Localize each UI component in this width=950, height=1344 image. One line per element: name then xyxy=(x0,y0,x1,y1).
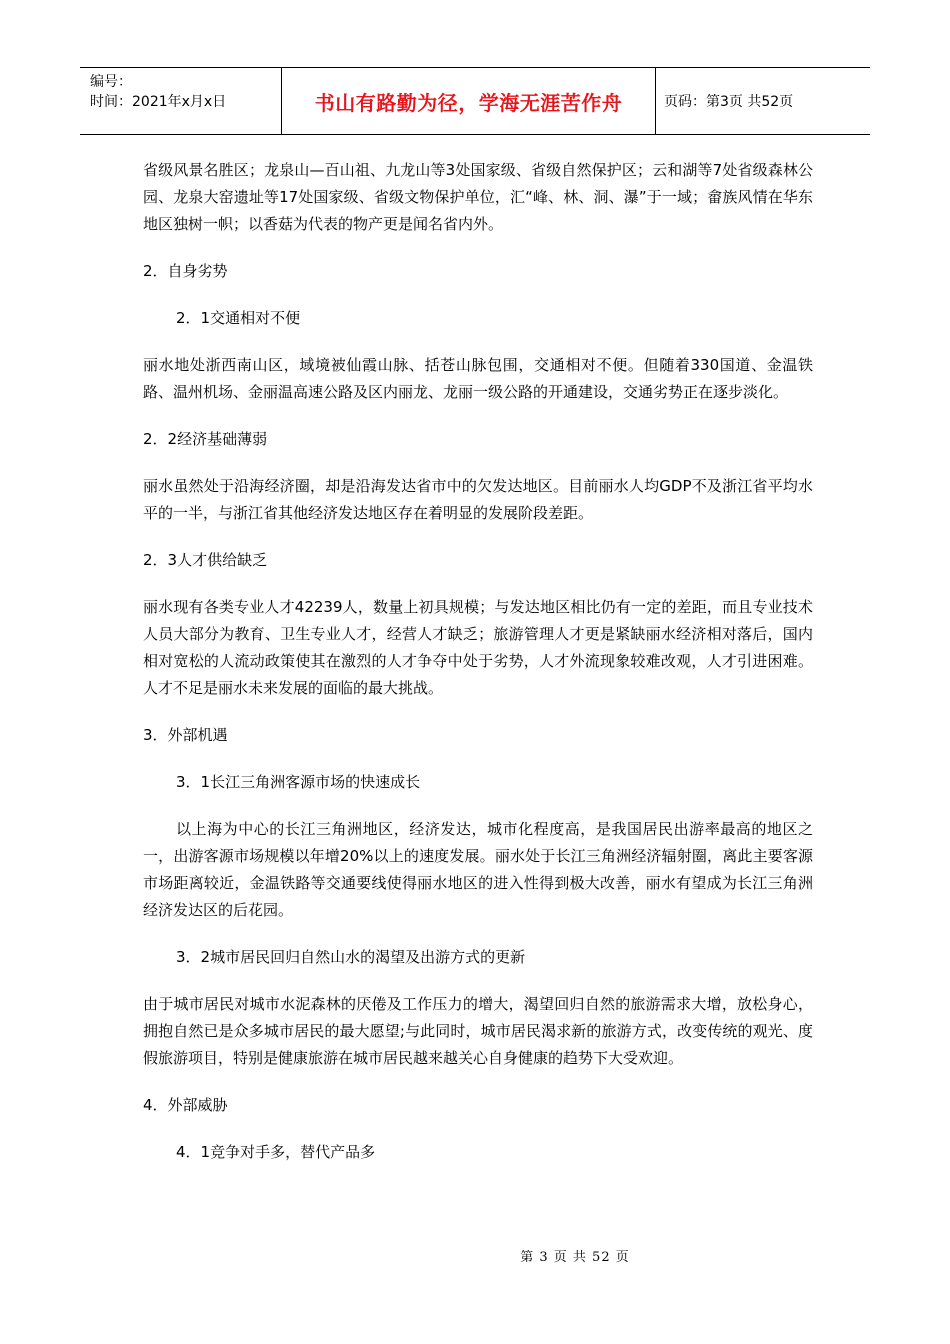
document-body xyxy=(143,157,813,1186)
section-heading: 4．外部威胁 xyxy=(143,1096,228,1114)
paragraph: 以上海为中心的长江三角洲地区，经济发达，城市化程度高，是我国居民出游率最高的地区之一，出游客源市场规模以年增20%以上的速度发展。丽水处于长江三角洲经济辐射圈，离此主要客源市场距离较近，金温铁路等交通要线使得丽水地区的进入性得到极大改善，丽水有望成为长江三角洲经济发达区的后花园。 xyxy=(143,820,813,919)
subsection-heading: 2．2经济基础薄弱 xyxy=(143,430,268,448)
subsection-heading: 3．2城市居民回归自然山水的渴望及出游方式的更新 xyxy=(176,948,526,966)
page-footer: 第 3 页 共 52 页 xyxy=(520,1250,630,1265)
paragraph: 丽水现有各类专业人才42239人，数量上初具规模；与发达地区相比仍有一定的差距，而且专业技术人员大部分为教育、卫生专业人才，经营人才缺乏；旅游管理人才更是紧缺丽水经济相对落后，国内相对宽松的人流动政策使其在激烈的人才争夺中处于劣势，人才外流现象较难改观，人才引进困难。人才不足是丽水未来发展的面临的最大挑战。 xyxy=(143,598,813,697)
paragraph: 丽水地处浙西南山区，域境被仙霞山脉、括苍山脉包围，交通相对不便。但随着330国道、金温铁路、温州机场、金丽温高速公路及区内丽龙、龙丽一级公路的开通建设，交通劣势正在逐步淡化。 xyxy=(143,356,813,401)
header-motto: 书山有路勤为径，学海无涯苦作舟 xyxy=(282,68,656,134)
doc-number-label: 编号： xyxy=(90,74,132,90)
subsection-heading: 2．3人才供给缺乏 xyxy=(143,551,268,569)
section-heading: 3．外部机遇 xyxy=(143,726,228,744)
page-header xyxy=(80,67,870,135)
subsection-heading: 3．1长江三角洲客源市场的快速成长 xyxy=(176,773,421,791)
paragraph: 丽水虽然处于沿海经济圈，却是沿海发达省市中的欠发达地区。目前丽水人均GDP不及浙江省平均水平的一半，与浙江省其他经济发达地区存在着明显的发展阶段差距。 xyxy=(143,477,813,522)
doc-time-label: 时间：2021年x月x日 xyxy=(90,94,227,110)
header-page-info: 页码：第3页 共52页 xyxy=(664,94,794,110)
paragraph: 由于城市居民对城市水泥森林的厌倦及工作压力的增大，渴望回归自然的旅游需求大增，放松身心，拥抱自然已是众多城市居民的最大愿望;与此同时，城市居民渴求新的旅游方式，改变传统的观光、度假旅游项目，特别是健康旅游在城市居民越来越关心自身健康的趋势下大受欢迎。 xyxy=(143,995,813,1067)
paragraph: 省级风景名胜区；龙泉山—百山祖、九龙山等3处国家级、省级自然保护区；云和湖等7处省级森林公园、龙泉大窑遗址等17处国家级、省级文物保护单位，汇“峰、林、洞、瀑”于一域；畲族风情在华东地区独树一帜；以香菇为代表的物产更是闻名省内外。 xyxy=(143,161,813,233)
section-heading: 2．自身劣势 xyxy=(143,262,228,280)
subsection-heading: 4．1竞争对手多，替代产品多 xyxy=(176,1143,376,1161)
subsection-heading: 2．1交通相对不便 xyxy=(176,309,301,327)
header-meta xyxy=(80,68,282,134)
